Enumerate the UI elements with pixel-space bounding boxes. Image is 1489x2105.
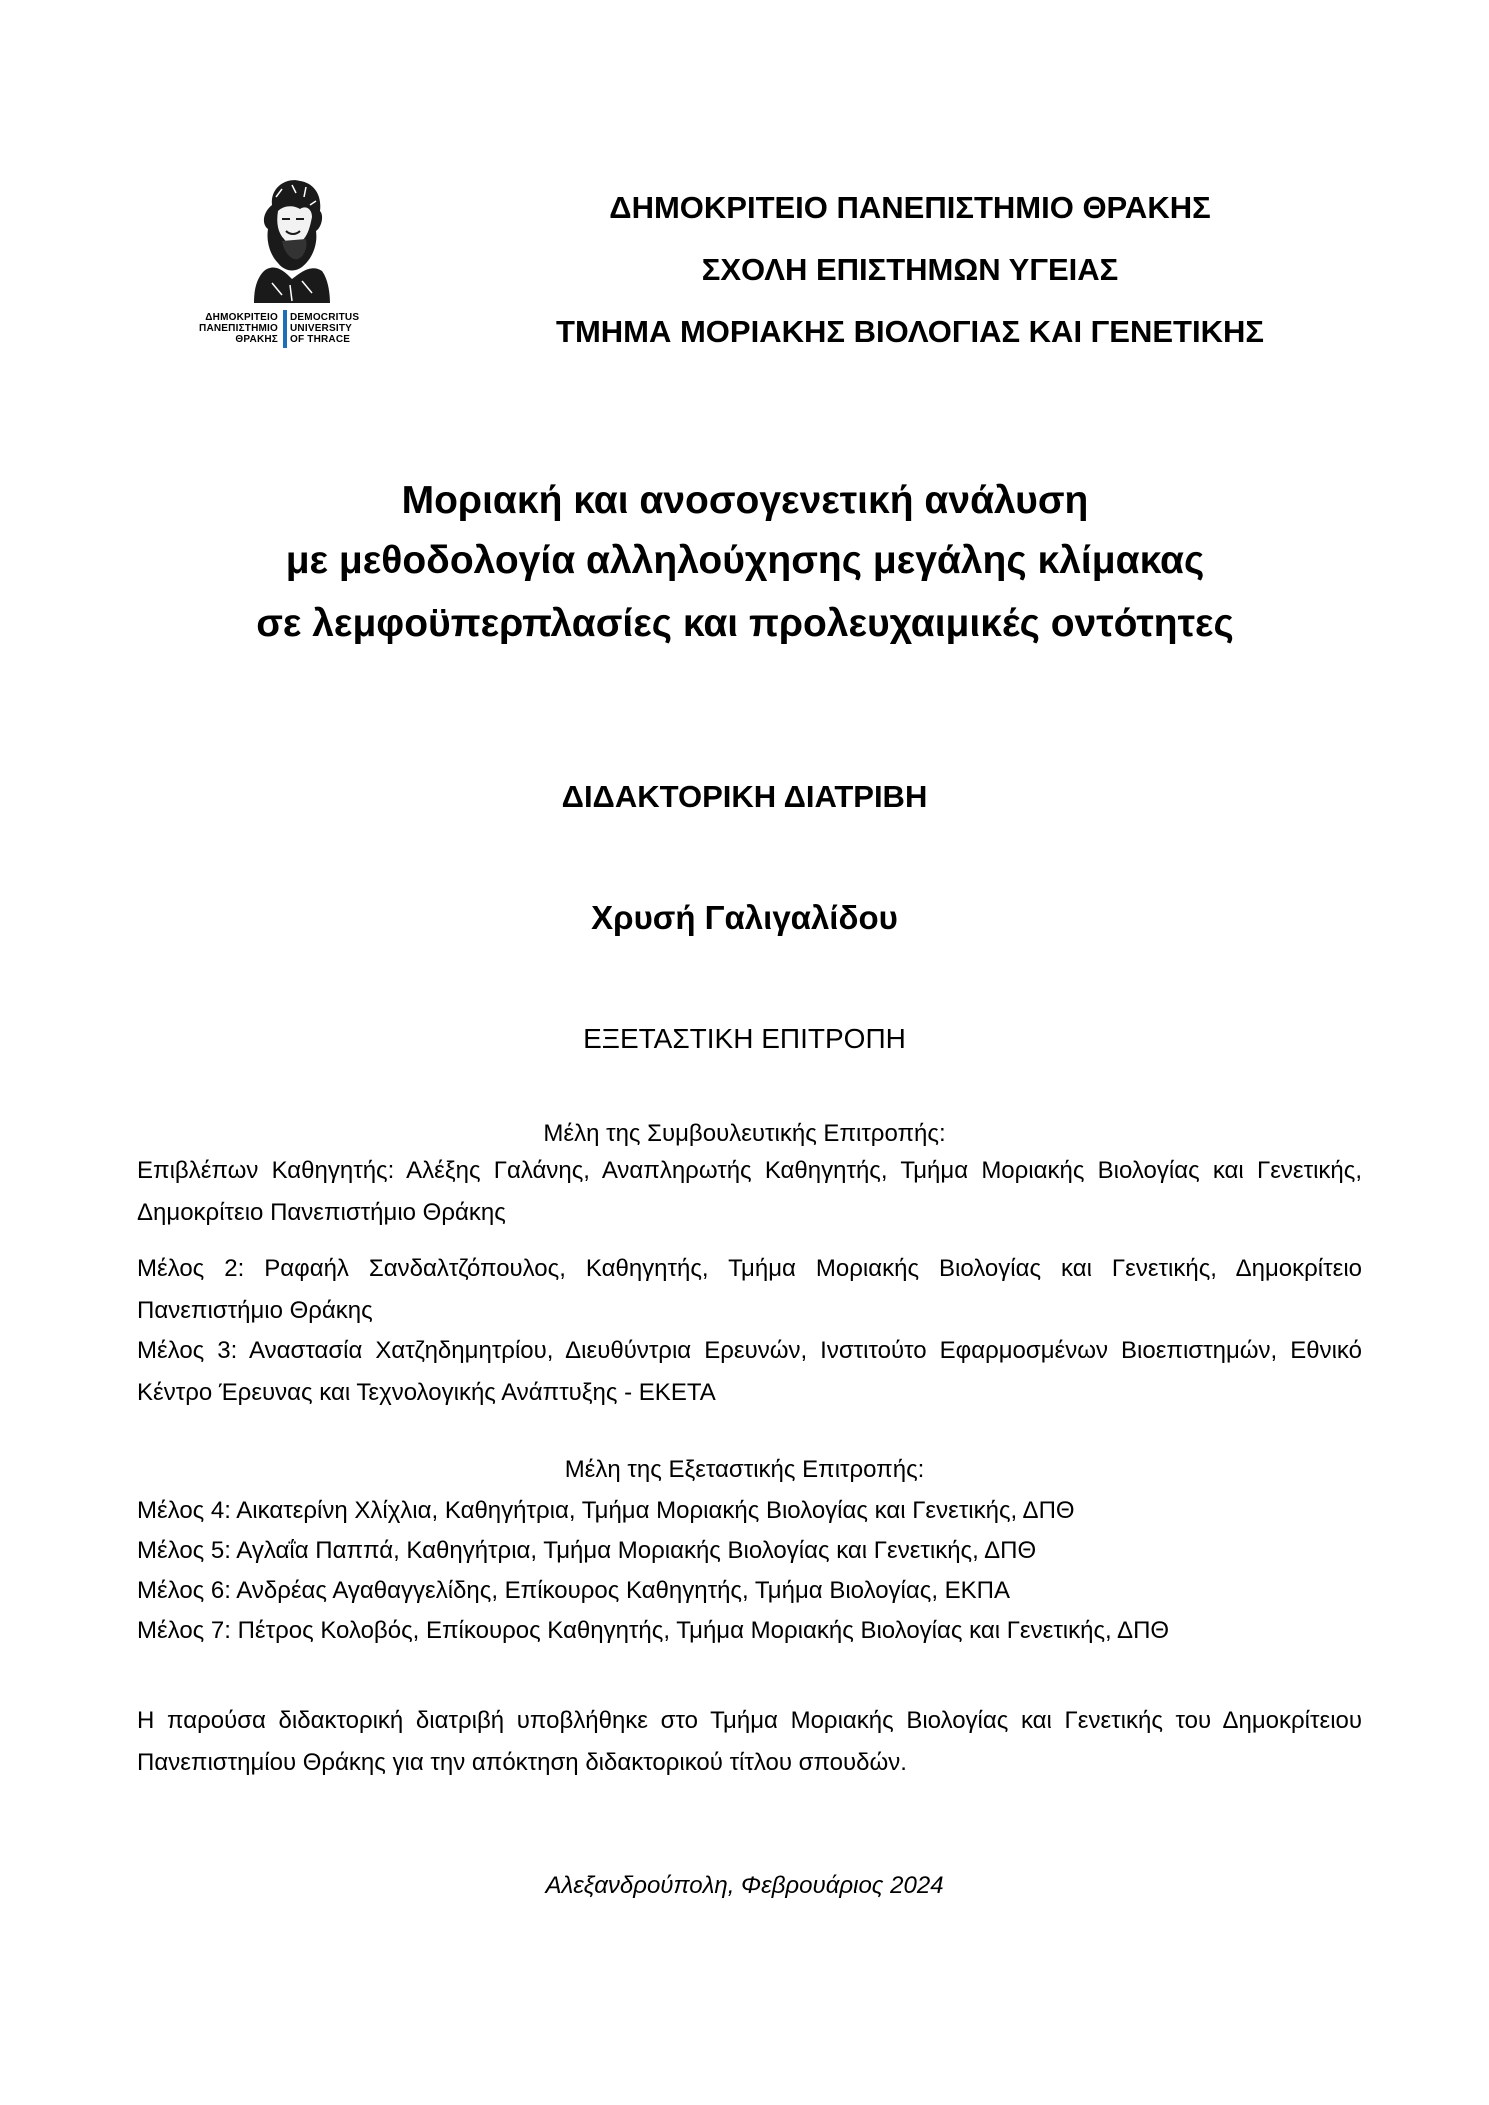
logo-text-greek: [194, 312, 278, 345]
logo-line: ΘΡΑΚΗΣ: [235, 334, 278, 345]
committee-member: Μέλος 5: Αγλαΐα Παππά, Καθηγήτρια, Τμήμα Μοριακής Βιολογίας και Γενετικής, ΔΠΘ: [137, 1537, 1037, 1564]
place-and-date: Αλεξανδρούπολη, Φεβρουάριος 2024: [545, 1872, 944, 1899]
advisory-committee-heading: Μέλη της Συμβουλευτικής Επιτροπής:: [543, 1120, 946, 1147]
committee-member: Επιβλέπων Καθηγητής: Αλέξης Γαλάνης, Αναπληρωτής Καθηγητής, Τμήμα Μοριακής Βιολογίας και Γενετικής, Δημοκρίτειο Πανεπιστήμιο Θράκης: [137, 1157, 1362, 1226]
committee-member: Μέλος 4: Αικατερίνη Χλίχλια, Καθηγήτρια, Τμήμα Μοριακής Βιολογίας και Γενετικής, ΔΠΘ: [137, 1497, 1075, 1524]
committee-member: Μέλος 7: Πέτρος Κολοβός, Επίκουρος Καθηγητής, Τμήμα Μοριακής Βιολογίας και Γενετικής, ΔΠΘ: [137, 1617, 1170, 1644]
thesis-title-line: Μοριακή και ανοσογενετική ανάλυση: [401, 479, 1089, 522]
committee-member: Μέλος 3: Αναστασία Χατζηδημητρίου, Διευθύντρια Ερευνών, Ινστιτούτο Εφαρμοσμένων Βιοεπιστημών, Εθνικό Κέντρο Έρευνας και Τεχνολογικής Ανάπτυξης - ΕΚΕΤΑ: [137, 1337, 1362, 1406]
document-type: ΔΙΔΑΚΤΟΡΙΚΗ ΔΙΑΤΡΙΒΗ: [561, 779, 928, 814]
committee-heading: ΕΞΕΤΑΣΤΙΚΗ ΕΠΙΤΡΟΠΗ: [583, 1023, 906, 1054]
committee-member: Μέλος 2: Ραφαήλ Σανδαλτζόπουλος, Καθηγητής, Τμήμα Μοριακής Βιολογίας και Γενετικής, Δημοκρίτειο Πανεπιστήμιο Θράκης: [137, 1255, 1362, 1324]
thesis-title-line: με μεθοδολογία αλληλούχησης μεγάλης κλίμακας: [285, 539, 1205, 582]
democritus-bust-icon: [242, 175, 342, 305]
submission-note: Η παρούσα διδακτορική διατριβή υποβλήθηκε στο Τμήμα Μοριακής Βιολογίας και Γενετικής του Δημοκρίτειου Πανεπιστημίου Θράκης για την απόκτηση διδακτορικού τίτλου σπουδών.: [137, 1707, 1362, 1776]
university-logo: [190, 175, 390, 355]
logo-line: ΔΗΜΟΚΡΙΤΕΙΟ: [205, 312, 278, 323]
author-name: Χρυσή Γαλιγαλίδου: [591, 899, 898, 936]
thesis-title-line: σε λεμφοϋπερπλασίες και προλευχαιμικές οντότητες: [256, 602, 1234, 645]
university-name: ΔΗΜΟΚΡΙΤΕΙΟ ΠΑΝΕΠΙΣΤΗΜΙΟ ΘΡΑΚΗΣ: [609, 190, 1211, 225]
logo-line: UNIVERSITY: [290, 323, 353, 334]
logo-line: OF THRACE: [290, 334, 351, 345]
department-name: ΤΜΗΜΑ ΜΟΡΙΑΚΗΣ ΒΙΟΛΟΓΙΑΣ ΚΑΙ ΓΕΝΕΤΙΚΗΣ: [556, 314, 1264, 349]
logo-line: ΠΑΝΕΠΙΣΤΗΜΙΟ: [199, 323, 278, 334]
logo-divider: [283, 310, 287, 348]
examining-committee-heading: Μέλη της Εξεταστικής Επιτροπής:: [564, 1456, 925, 1483]
logo-line: DEMOCRITUS: [290, 312, 360, 323]
school-name: ΣΧΟΛΗ ΕΠΙΣΤΗΜΩΝ ΥΓΕΙΑΣ: [701, 252, 1119, 287]
committee-member: Μέλος 6: Ανδρέας Αγαθαγγελίδης, Επίκουρος Καθηγητής, Τμήμα Βιολογίας, ΕΚΠΑ: [137, 1577, 1011, 1604]
logo-text-english: [290, 312, 386, 345]
